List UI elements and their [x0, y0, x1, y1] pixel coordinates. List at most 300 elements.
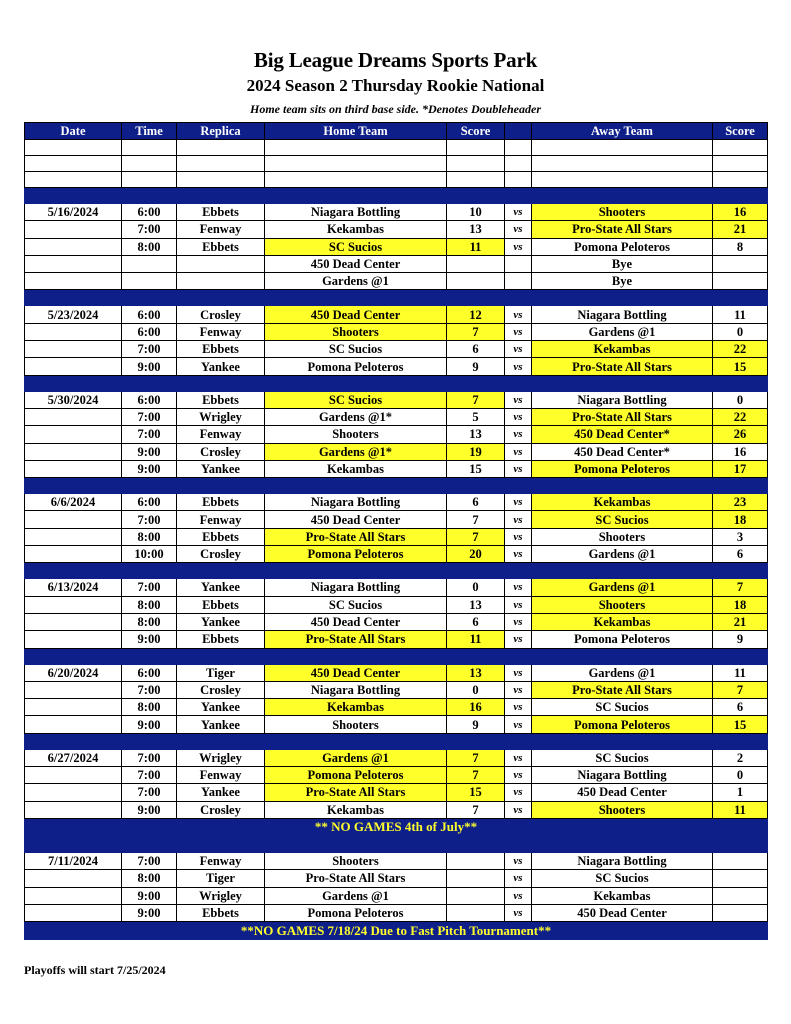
- separator-cell: [505, 290, 532, 306]
- home-team: Kekambas: [265, 221, 447, 238]
- vs-label: vs: [505, 613, 532, 630]
- game-row: [25, 460, 768, 477]
- separator-cell: [447, 478, 505, 494]
- vs-label: vs: [505, 238, 532, 255]
- home-team: Gardens @1: [265, 749, 447, 766]
- game-row: [25, 391, 768, 408]
- game-field: Crosley: [177, 306, 265, 323]
- home-score: 15: [447, 460, 505, 477]
- empty-cell: [265, 172, 447, 188]
- game-field: Wrigley: [177, 408, 265, 425]
- separator-cell: [505, 188, 532, 204]
- game-field: Crosley: [177, 681, 265, 698]
- game-date: [25, 699, 122, 716]
- game-time: 6:00: [122, 323, 177, 340]
- empty-cell: [505, 140, 532, 156]
- away-score: 3: [713, 528, 768, 545]
- column-header-home-team: Home Team: [265, 123, 447, 140]
- page-title: Big League Dreams Sports Park: [253, 48, 538, 72]
- game-field: Yankee: [177, 784, 265, 801]
- away-score: 11: [713, 306, 768, 323]
- game-date: [25, 511, 122, 528]
- game-date: [25, 341, 122, 358]
- separator-cell: [447, 648, 505, 664]
- away-score: 8: [713, 238, 768, 255]
- game-time: 9:00: [122, 801, 177, 818]
- home-team: Pomona Peloteros: [265, 904, 447, 921]
- home-team: Pro-State All Stars: [265, 870, 447, 887]
- game-row: [25, 870, 768, 887]
- vs-label: vs: [505, 904, 532, 921]
- home-score: 15: [447, 784, 505, 801]
- game-date: [25, 596, 122, 613]
- home-score: 9: [447, 358, 505, 375]
- week-separator: [25, 478, 768, 494]
- week-separator: [25, 836, 768, 852]
- separator-cell: [713, 563, 768, 579]
- home-team: 450 Dead Center: [265, 613, 447, 630]
- away-score: 7: [713, 579, 768, 596]
- game-date: [25, 631, 122, 648]
- game-time: 7:00: [122, 511, 177, 528]
- blank-row: [25, 156, 768, 172]
- vs-label: vs: [505, 681, 532, 698]
- home-score: 13: [447, 426, 505, 443]
- separator-cell: [265, 375, 447, 391]
- vs-label: [505, 255, 532, 272]
- empty-cell: [713, 156, 768, 172]
- away-team: Niagara Bottling: [532, 391, 713, 408]
- vs-label: vs: [505, 221, 532, 238]
- home-team: 450 Dead Center: [265, 511, 447, 528]
- game-field: Ebbets: [177, 631, 265, 648]
- empty-cell: [447, 156, 505, 172]
- separator-cell: [447, 375, 505, 391]
- game-date: 6/27/2024: [25, 749, 122, 766]
- home-score: 0: [447, 681, 505, 698]
- game-row: [25, 767, 768, 784]
- vs-label: vs: [505, 631, 532, 648]
- separator-cell: [25, 563, 122, 579]
- away-score: 7: [713, 681, 768, 698]
- vs-label: vs: [505, 852, 532, 869]
- header-row: [25, 123, 768, 140]
- vs-label: vs: [505, 546, 532, 563]
- empty-cell: [713, 172, 768, 188]
- week-separator: [25, 733, 768, 749]
- week-separator: [25, 648, 768, 664]
- away-score: 18: [713, 511, 768, 528]
- home-score: 7: [447, 749, 505, 766]
- away-team: Pomona Peloteros: [532, 238, 713, 255]
- separator-cell: [505, 648, 532, 664]
- vs-label: vs: [505, 408, 532, 425]
- blank-row: [25, 172, 768, 188]
- game-date: [25, 887, 122, 904]
- game-time: 7:00: [122, 784, 177, 801]
- game-date: 5/30/2024: [25, 391, 122, 408]
- separator-cell: [177, 733, 265, 749]
- separator-cell: [25, 290, 122, 306]
- home-team: Gardens @1*: [265, 408, 447, 425]
- separator-cell: [25, 648, 122, 664]
- game-row: [25, 426, 768, 443]
- away-score: 6: [713, 699, 768, 716]
- game-date: [25, 870, 122, 887]
- vs-label: vs: [505, 699, 532, 716]
- game-row: [25, 221, 768, 238]
- away-team: 450 Dead Center: [532, 904, 713, 921]
- separator-cell: [713, 375, 768, 391]
- game-time: 8:00: [122, 870, 177, 887]
- game-row: [25, 681, 768, 698]
- separator-cell: [25, 375, 122, 391]
- away-team: Kekambas: [532, 494, 713, 511]
- separator-cell: [25, 478, 122, 494]
- away-score: 6: [713, 546, 768, 563]
- away-score: 21: [713, 613, 768, 630]
- away-team: Pomona Peloteros: [532, 631, 713, 648]
- separator-cell: [532, 648, 713, 664]
- game-field: Fenway: [177, 426, 265, 443]
- separator-cell: [532, 563, 713, 579]
- game-time: 9:00: [122, 631, 177, 648]
- game-time: 8:00: [122, 238, 177, 255]
- game-field: [177, 273, 265, 290]
- game-date: [25, 681, 122, 698]
- empty-cell: [532, 172, 713, 188]
- game-row: [25, 887, 768, 904]
- empty-cell: [25, 172, 122, 188]
- empty-cell: [122, 156, 177, 172]
- game-field: Ebbets: [177, 596, 265, 613]
- vs-label: vs: [505, 426, 532, 443]
- game-date: [25, 801, 122, 818]
- vs-label: vs: [505, 579, 532, 596]
- separator-cell: [265, 478, 447, 494]
- separator-cell: [505, 563, 532, 579]
- separator-cell: [177, 836, 265, 852]
- vs-label: vs: [505, 749, 532, 766]
- away-score: 18: [713, 596, 768, 613]
- home-team: SC Sucios: [265, 238, 447, 255]
- vs-label: vs: [505, 870, 532, 887]
- column-header-away-team: Away Team: [532, 123, 713, 140]
- empty-cell: [447, 140, 505, 156]
- away-score: 0: [713, 767, 768, 784]
- home-team: Gardens @1: [265, 273, 447, 290]
- away-score: [713, 904, 768, 921]
- game-date: 6/20/2024: [25, 664, 122, 681]
- separator-cell: [122, 478, 177, 494]
- home-score: 7: [447, 323, 505, 340]
- game-time: 9:00: [122, 358, 177, 375]
- separator-cell: [713, 733, 768, 749]
- empty-cell: [122, 172, 177, 188]
- game-field: Yankee: [177, 613, 265, 630]
- away-team: Pomona Peloteros: [532, 716, 713, 733]
- home-score: 10: [447, 204, 505, 221]
- game-field: Yankee: [177, 579, 265, 596]
- game-row: [25, 546, 768, 563]
- away-team: 450 Dead Center: [532, 784, 713, 801]
- game-row: [25, 238, 768, 255]
- game-field: Ebbets: [177, 204, 265, 221]
- week-separator: [25, 188, 768, 204]
- game-date: [25, 323, 122, 340]
- home-team: Gardens @1: [265, 887, 447, 904]
- home-team: Pomona Peloteros: [265, 358, 447, 375]
- game-row: [25, 323, 768, 340]
- home-team: Shooters: [265, 323, 447, 340]
- home-score: 6: [447, 613, 505, 630]
- separator-cell: [265, 188, 447, 204]
- vs-label: vs: [505, 494, 532, 511]
- away-score: [713, 870, 768, 887]
- game-row: [25, 596, 768, 613]
- vs-label: vs: [505, 767, 532, 784]
- away-team: Kekambas: [532, 341, 713, 358]
- away-score: 22: [713, 341, 768, 358]
- home-team: Shooters: [265, 426, 447, 443]
- column-header-replica: Replica: [177, 123, 265, 140]
- separator-cell: [265, 563, 447, 579]
- game-row: [25, 255, 768, 272]
- game-date: [25, 221, 122, 238]
- game-row: [25, 699, 768, 716]
- vs-label: vs: [505, 511, 532, 528]
- game-row: [25, 716, 768, 733]
- home-score: 11: [447, 631, 505, 648]
- away-team: Shooters: [532, 801, 713, 818]
- vs-label: vs: [505, 716, 532, 733]
- home-team: SC Sucios: [265, 341, 447, 358]
- home-team: Pro-State All Stars: [265, 784, 447, 801]
- home-team: 450 Dead Center: [265, 255, 447, 272]
- home-score: 13: [447, 596, 505, 613]
- away-team: SC Sucios: [532, 870, 713, 887]
- home-team: 450 Dead Center: [265, 664, 447, 681]
- vs-label: vs: [505, 664, 532, 681]
- game-time: 6:00: [122, 494, 177, 511]
- game-time: 7:00: [122, 681, 177, 698]
- home-team: Niagara Bottling: [265, 681, 447, 698]
- game-field: Ebbets: [177, 904, 265, 921]
- away-score: 16: [713, 204, 768, 221]
- empty-cell: [713, 140, 768, 156]
- home-team: 450 Dead Center: [265, 306, 447, 323]
- separator-cell: [177, 478, 265, 494]
- header-note: Home team sits on third base side. *Denotes Doubleheader: [250, 102, 541, 116]
- home-score: 6: [447, 341, 505, 358]
- game-row: [25, 443, 768, 460]
- separator-cell: [447, 188, 505, 204]
- empty-cell: [122, 140, 177, 156]
- away-team: Pro-State All Stars: [532, 681, 713, 698]
- away-team: Pro-State All Stars: [532, 358, 713, 375]
- game-field: Yankee: [177, 716, 265, 733]
- empty-cell: [25, 156, 122, 172]
- separator-cell: [25, 733, 122, 749]
- separator-cell: [447, 733, 505, 749]
- vs-label: vs: [505, 528, 532, 545]
- game-field: Ebbets: [177, 341, 265, 358]
- empty-cell: [25, 140, 122, 156]
- home-score: [447, 255, 505, 272]
- separator-cell: [713, 290, 768, 306]
- separator-cell: [122, 563, 177, 579]
- game-field: Yankee: [177, 699, 265, 716]
- away-score: [713, 255, 768, 272]
- away-team: Bye: [532, 255, 713, 272]
- game-date: [25, 716, 122, 733]
- schedule-body: [25, 123, 768, 940]
- home-team: Kekambas: [265, 801, 447, 818]
- empty-cell: [532, 140, 713, 156]
- game-row: [25, 408, 768, 425]
- game-row: [25, 358, 768, 375]
- game-time: 7:00: [122, 221, 177, 238]
- away-team: Shooters: [532, 596, 713, 613]
- home-score: 7: [447, 767, 505, 784]
- separator-cell: [122, 836, 177, 852]
- away-score: 17: [713, 460, 768, 477]
- separator-cell: [177, 375, 265, 391]
- home-score: 7: [447, 528, 505, 545]
- column-header-time: Time: [122, 123, 177, 140]
- home-score: 20: [447, 546, 505, 563]
- home-score: [447, 870, 505, 887]
- game-time: 8:00: [122, 596, 177, 613]
- game-time: 10:00: [122, 546, 177, 563]
- away-score: 21: [713, 221, 768, 238]
- away-score: 9: [713, 631, 768, 648]
- game-row: [25, 528, 768, 545]
- home-score: 16: [447, 699, 505, 716]
- game-date: 5/23/2024: [25, 306, 122, 323]
- separator-cell: [122, 733, 177, 749]
- game-date: [25, 460, 122, 477]
- separator-cell: [177, 188, 265, 204]
- away-team: Gardens @1: [532, 546, 713, 563]
- game-row: [25, 273, 768, 290]
- game-row: [25, 749, 768, 766]
- game-time: 8:00: [122, 699, 177, 716]
- empty-cell: [505, 172, 532, 188]
- game-field: Wrigley: [177, 887, 265, 904]
- game-field: Crosley: [177, 443, 265, 460]
- separator-cell: [447, 836, 505, 852]
- game-time: 9:00: [122, 904, 177, 921]
- vs-label: vs: [505, 391, 532, 408]
- game-time: 9:00: [122, 443, 177, 460]
- away-team: 450 Dead Center*: [532, 426, 713, 443]
- home-score: 12: [447, 306, 505, 323]
- home-team: Pomona Peloteros: [265, 546, 447, 563]
- game-time: 8:00: [122, 528, 177, 545]
- empty-cell: [177, 140, 265, 156]
- empty-cell: [177, 156, 265, 172]
- schedule-note: **NO GAMES 7/18/24 Due to Fast Pitch Tournament**: [25, 922, 768, 940]
- away-score: 15: [713, 358, 768, 375]
- away-team: SC Sucios: [532, 511, 713, 528]
- home-team: Kekambas: [265, 460, 447, 477]
- game-field: Ebbets: [177, 238, 265, 255]
- away-team: Pomona Peloteros: [532, 460, 713, 477]
- game-time: 7:00: [122, 408, 177, 425]
- home-team: Pomona Peloteros: [265, 767, 447, 784]
- game-row: [25, 904, 768, 921]
- game-time: 7:00: [122, 852, 177, 869]
- empty-cell: [177, 172, 265, 188]
- home-score: 6: [447, 494, 505, 511]
- game-date: [25, 784, 122, 801]
- game-row: [25, 204, 768, 221]
- game-row: [25, 511, 768, 528]
- game-row: [25, 664, 768, 681]
- empty-cell: [447, 172, 505, 188]
- separator-cell: [122, 375, 177, 391]
- game-row: [25, 852, 768, 869]
- game-time: 9:00: [122, 460, 177, 477]
- away-team: SC Sucios: [532, 749, 713, 766]
- game-time: 6:00: [122, 204, 177, 221]
- schedule-table: [24, 122, 768, 940]
- game-date: [25, 426, 122, 443]
- game-time: 6:00: [122, 664, 177, 681]
- vs-label: vs: [505, 887, 532, 904]
- home-score: 5: [447, 408, 505, 425]
- away-team: Gardens @1: [532, 579, 713, 596]
- separator-cell: [505, 836, 532, 852]
- game-time: 7:00: [122, 426, 177, 443]
- game-field: [177, 255, 265, 272]
- game-time: 8:00: [122, 613, 177, 630]
- separator-cell: [265, 836, 447, 852]
- week-separator: [25, 563, 768, 579]
- week-separator: [25, 290, 768, 306]
- game-date: [25, 358, 122, 375]
- separator-cell: [122, 188, 177, 204]
- separator-cell: [532, 733, 713, 749]
- game-field: Yankee: [177, 460, 265, 477]
- separator-cell: [265, 648, 447, 664]
- vs-label: vs: [505, 358, 532, 375]
- column-header-away-score: Score: [713, 123, 768, 140]
- vs-label: vs: [505, 306, 532, 323]
- game-field: Fenway: [177, 852, 265, 869]
- game-row: [25, 341, 768, 358]
- game-date: [25, 767, 122, 784]
- vs-label: vs: [505, 596, 532, 613]
- schedule-note-row: [25, 818, 768, 836]
- away-score: [713, 273, 768, 290]
- home-team: Pro-State All Stars: [265, 631, 447, 648]
- away-team: Niagara Bottling: [532, 852, 713, 869]
- game-date: [25, 613, 122, 630]
- vs-label: vs: [505, 323, 532, 340]
- home-team: Shooters: [265, 852, 447, 869]
- game-field: Yankee: [177, 358, 265, 375]
- game-field: Fenway: [177, 221, 265, 238]
- game-time: 7:00: [122, 579, 177, 596]
- playoffs-note: Playoffs will start 7/25/2024: [24, 963, 166, 977]
- separator-cell: [505, 375, 532, 391]
- separator-cell: [713, 478, 768, 494]
- game-time: 6:00: [122, 306, 177, 323]
- away-team: Niagara Bottling: [532, 767, 713, 784]
- game-field: Fenway: [177, 767, 265, 784]
